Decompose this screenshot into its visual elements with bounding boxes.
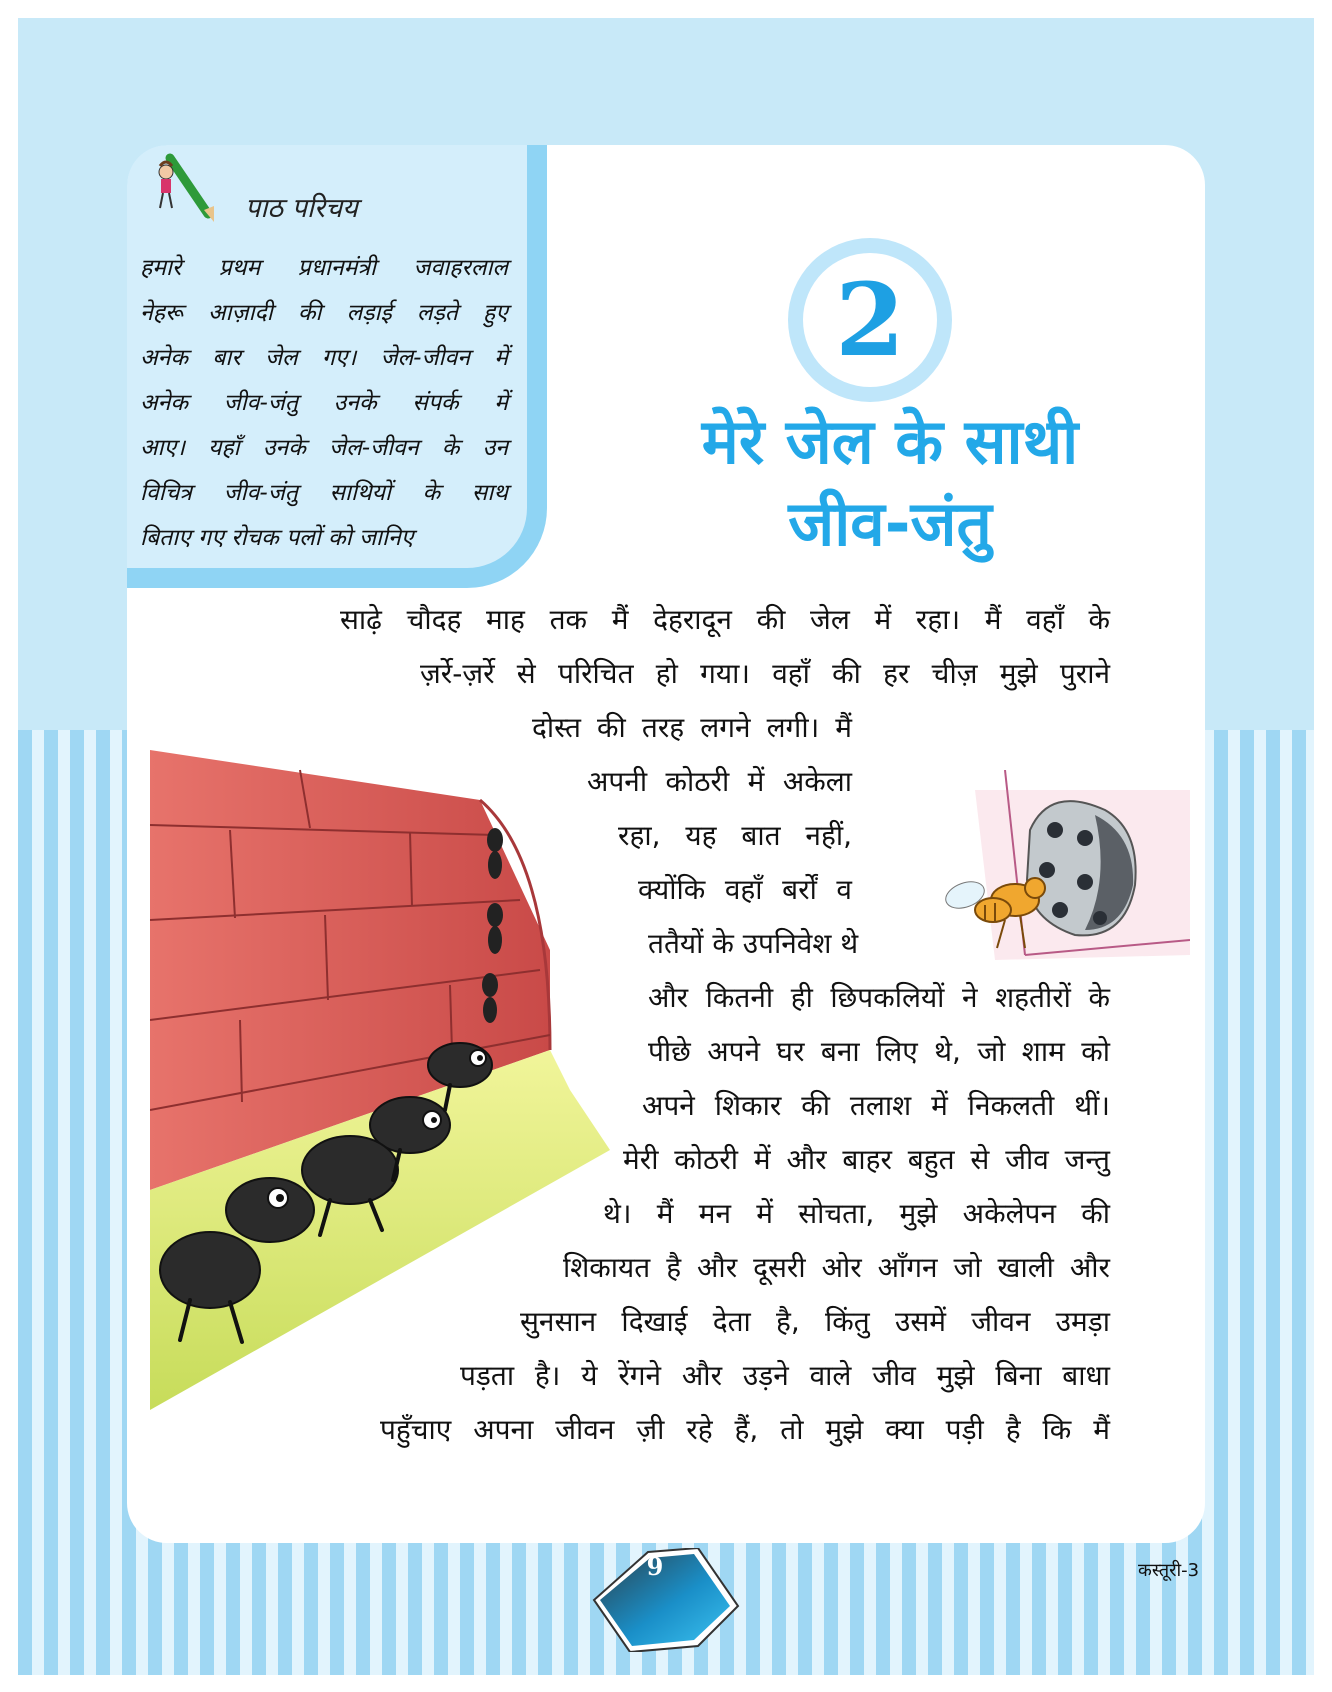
body-line: पहुँचाए अपना जीवन ज़ी रहे हैं, तो मुझे क्या पड़ी है कि मैं	[380, 1413, 1110, 1446]
intro-line: नेहरू आज़ादी की लड़ाई लड़ते हुए	[140, 300, 508, 326]
intro-line: हमारे प्रथम प्रधानमंत्री जवाहरलाल	[140, 255, 508, 281]
intro-line: बिताए गए रोचक पलों को जानिए	[140, 525, 414, 551]
chapter-number: 2	[803, 253, 937, 387]
intro-line: अनेक बार जेल गए। जेल-जीवन में	[140, 345, 508, 371]
body-line: क्योंकि वहाँ बर्रों व	[638, 873, 852, 906]
body-line: और कितनी ही छिपकलियों ने शहतीरों के	[648, 981, 1110, 1014]
body-line: मेरी कोठरी में और बाहर बहुत से जीव जन्तु	[623, 1143, 1110, 1176]
intro-heading: पाठ परिचय	[245, 193, 358, 224]
intro-text	[140, 246, 508, 561]
wasp-on-rock-illustration	[935, 770, 1190, 970]
girl-with-pencil-icon	[150, 150, 230, 230]
body-line: अपनी कोठरी में अकेला	[587, 765, 852, 798]
chapter-title-line-2: जीव-जंतु	[788, 487, 992, 560]
body-line: ततैयों के उपनिवेश थे	[648, 927, 859, 960]
body-line: सुनसान दिखाई देता है, किंतु उसमें जीवन उमड़ा	[520, 1305, 1110, 1338]
page-number: 9	[646, 1552, 664, 1581]
book-name: कस्तूरी-3	[1138, 1560, 1200, 1581]
body-line: साढ़े चौदह माह तक मैं देहरादून की जेल में रहा। मैं वहाँ के	[340, 603, 1110, 636]
body-line: पीछे अपने घर बना लिए थे, जो शाम को	[648, 1035, 1110, 1068]
intro-line: अनेक जीव-जंतु उनके संपर्क में	[140, 390, 508, 416]
body-line: रहा, यह बात नहीं,	[618, 819, 852, 852]
body-line: अपने शिकार की तलाश में निकलती थीं।	[642, 1089, 1110, 1122]
body-line: दोस्त की तरह लगने लगी। मैं	[532, 711, 852, 744]
intro-line: आए। यहाँ उनके जेल-जीवन के उन	[140, 435, 508, 461]
chapter-title-line-1: मेरे जेल के साथी	[701, 405, 1079, 478]
intro-line: विचित्र जीव-जंतु साथियों के साथ	[140, 480, 508, 506]
body-line: थे। मैं मन में सोचता, मुझे अकेलेपन की	[603, 1197, 1110, 1230]
body-line: पड़ता है। ये रेंगने और उड़ने वाले जीव मुझे बिना बाधा	[460, 1359, 1110, 1392]
body-line: शिकायत है और दूसरी ओर आँगन जो खाली और	[563, 1251, 1110, 1284]
body-line: ज़र्रे-ज़र्रे से परिचित हो गया। वहाँ की हर चीज़ मुझे पुराने	[420, 657, 1110, 690]
